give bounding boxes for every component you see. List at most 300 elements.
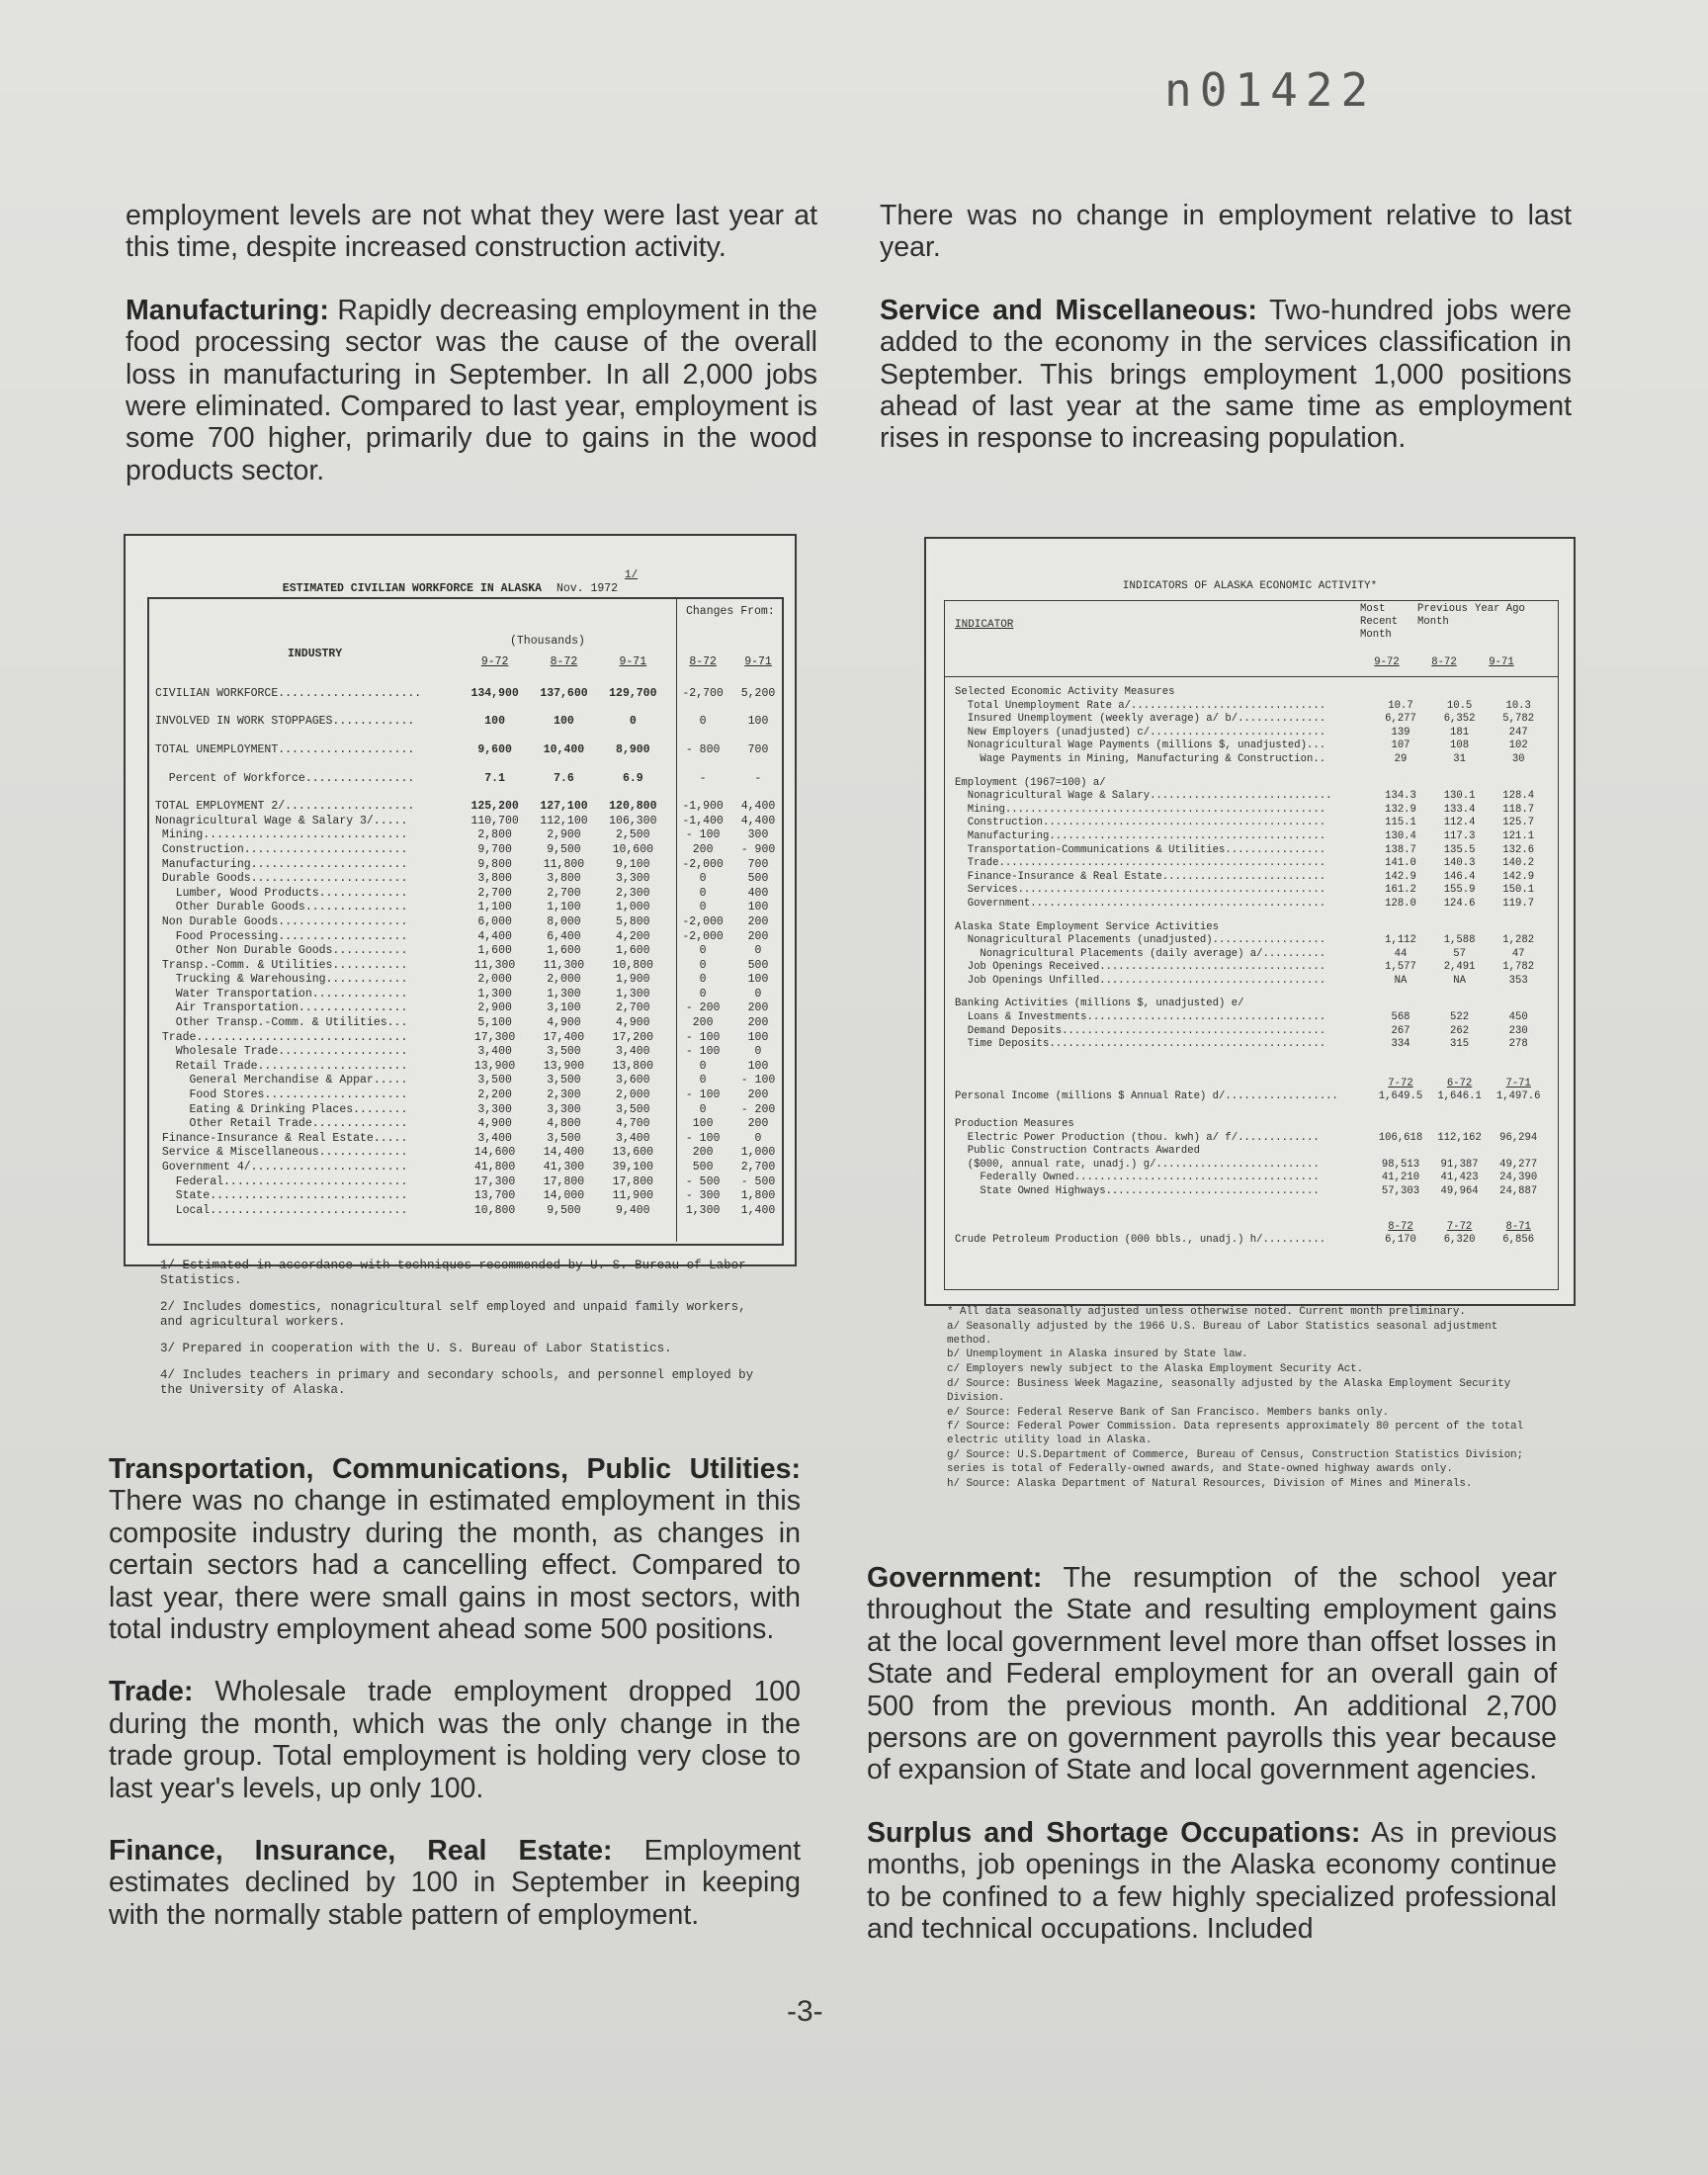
cell-value: 0 [699,715,707,729]
cell-value: 500 [747,958,769,972]
table-row [149,987,778,1001]
paragraph-text: The resumption of the school year throughout the State and resulting employment gains at the local government level more than offset losses in State and Federal employment for an overall gain of 500 from the previous month. An additional 2,700 persons are on government payrolls this year because of expansion of State and local government agencies. [867,1562,1557,1786]
cell-value: 100 [747,1059,769,1073]
cell-value: 13,800 [612,1059,654,1073]
industry-header: INDUSTRY [288,648,343,660]
cell-value: 110,700 [470,814,519,827]
cell-value: 4,900 [547,1016,581,1030]
cell-value: 142.9 [1502,870,1535,883]
table-row [149,958,778,973]
cell-value: 1,100 [477,901,512,914]
cell-value: 0 [754,987,762,1000]
cell-value: 1,900 [616,973,650,987]
cell-value: 3,400 [477,1131,512,1145]
cell-value: 44 [1394,947,1408,960]
cell-value: 0 [754,944,762,958]
spacer [955,1199,1371,1235]
cell-value: 6,400 [547,929,581,943]
cell-value: 155.9 [1443,884,1476,897]
cell-value: - 200 [685,1001,721,1015]
table-row [149,871,778,886]
table-row [955,1011,1548,1025]
cell-value: 9,400 [616,1203,650,1217]
cell-value: 500 [692,1161,714,1174]
table-row [149,785,778,814]
cell-value: 7.6 [554,771,574,785]
table-row [955,948,1548,962]
cell-value: 3,800 [477,872,512,886]
row-label: Job Openings Received.................................... [955,961,1326,974]
cell-value: 9,700 [477,842,512,856]
cell-value: 133.4 [1443,803,1476,816]
cell-value: -1,400 [682,814,724,827]
row-label: Air Transportation................ [155,1001,408,1015]
cell-value: 3,400 [477,1045,512,1059]
cell-value: -2,000 [682,929,724,943]
table-row [955,804,1548,818]
cell-value: 100 [747,715,769,729]
cell-value: 139 [1391,726,1410,739]
cell-value: 0 [699,901,707,914]
table-row [955,1172,1548,1185]
row-label: Nonagricultural Wage & Salary............................. [955,790,1332,803]
cell-value: 10,800 [612,958,654,972]
cell-value: 3,600 [616,1074,650,1088]
cell-value: - [754,771,762,785]
cell-value: 200 [747,914,769,928]
table-row [149,886,778,901]
cell-value: 11,900 [612,1189,654,1203]
row-label: Government............................................... [955,897,1326,910]
row-label: Transportation-Communications & Utilities................ [955,843,1326,856]
cell-value: 1,646.1 [1437,1090,1482,1103]
cell-value: 0 [699,944,707,958]
cell-value: - 800 [685,742,721,756]
column-header: Year Ago [1475,603,1525,615]
cell-value: 450 [1508,1011,1528,1024]
paragraph-heading: Trade: [109,1676,194,1708]
table-row [149,1146,778,1161]
paragraph [880,200,1572,264]
cell-value: 5,200 [740,686,776,700]
cell-value: 130.1 [1443,790,1476,803]
cell-value: 2,900 [477,1001,512,1015]
cell-value: 500 [747,872,769,886]
cell-value: 3,400 [616,1131,650,1145]
cell-value: 267 [1391,1024,1410,1037]
cell-value: 125.7 [1502,817,1535,829]
workforce-table [149,651,778,1218]
cell-value: 200 [747,1088,769,1102]
cell-value: 141.0 [1385,857,1416,870]
table-row [955,844,1548,858]
row-label: Nonagricultural Placements (unadjusted).................. [955,934,1326,947]
section-title-row [955,1104,1548,1132]
table-row [149,1203,778,1218]
cell-value: 2,200 [477,1088,512,1102]
table-row [149,943,778,958]
column-header: 9-71 [744,654,772,668]
column-header: Previous Month [1417,603,1468,628]
paragraph-text: Two-hundred jobs were added to the economy in the services classification in September. This brings employment 1,000 positions ahead of last year at the same time as employment rises in response to increasing population. [880,294,1573,455]
cell-value: - 500 [740,1174,776,1188]
cell-value: 1,112 [1385,934,1416,947]
date-row [955,1199,1548,1235]
cell-value: 3,500 [547,1074,581,1088]
column-header: 8-72 [550,654,578,668]
footnote: d/ Source: Business Week Magazine, seasonally adjusted by the Alaska Employment Security Division. [947,1377,1511,1404]
table-row [149,1001,778,1016]
cell-value: 353 [1508,974,1528,987]
cell-value: 1,300 [547,987,581,1000]
cell-value: 11,300 [543,958,585,972]
cell-value: - 100 [685,1045,721,1059]
cell-value: 230 [1508,1024,1528,1037]
cell-value: 117.3 [1443,829,1476,842]
table-row [955,934,1548,948]
row-label: Trade............................... [155,1030,408,1044]
cell-value: 17,800 [543,1174,585,1188]
cell-value: 10.5 [1446,699,1473,712]
row-label: Non Durable Goods................... [155,914,408,928]
table-row [149,1188,778,1203]
row-label: Government 4/....................... [155,1161,408,1174]
cell-value: 13,900 [543,1059,585,1073]
cell-value: 120,800 [609,800,657,814]
paragraph-text: As in previous months, job openings in the Alaska economy continue to be confined to a few highly specialized professional and technical occupations. Included [867,1816,1557,1946]
row-label: Percent of Workforce................ [155,771,415,785]
cell-value: 41,210 [1381,1172,1420,1184]
cell-value: 10.7 [1388,699,1413,712]
cell-value: 9,600 [477,742,512,756]
cell-value: 0 [699,1074,707,1088]
table-row [149,729,778,757]
right-column-top [880,200,1572,485]
cell-value: 200 [747,1117,769,1131]
row-label: Trade.................................................... [955,857,1326,870]
cell-value: 11,800 [543,857,585,871]
footnote: 4/ Includes teachers in primary and secondary schools, and personnel employed by the University of Alaska. [160,1368,754,1397]
cell-value: 1,649.5 [1378,1090,1423,1103]
cell-value: 47 [1511,947,1525,960]
cell-value: 5,782 [1502,713,1535,726]
cell-value: 7.1 [484,771,505,785]
cell-value: 129,700 [609,686,657,700]
cell-value: 0 [699,958,707,972]
workforce-footnotes [160,1259,773,1410]
column-header: 9-72 [480,654,509,668]
table-row [955,1159,1548,1173]
right-column-bottom [867,1562,1557,1975]
row-label: Time Deposits............................................ [955,1038,1326,1051]
row-label: Wholesale Trade................... [155,1045,408,1059]
row-label: Manufacturing............................................ [955,829,1326,842]
table-row [955,1185,1548,1199]
cell-value: 0 [699,1059,707,1073]
cell-value: - 900 [740,842,776,856]
row-label: Electric Power Production (thou. kwh) a/ f/............. [955,1131,1320,1144]
paragraph [126,295,817,486]
cell-value: 107 [1391,740,1410,752]
cell-value: 700 [747,857,769,871]
cell-value [1430,1145,1490,1159]
column-date: 8-72 [1431,656,1457,668]
cell-value: 41,800 [473,1161,516,1174]
cell-value: 9,500 [547,1203,581,1217]
cell-value: 9,100 [616,857,650,871]
row-label: Construction........................ [155,842,408,856]
cell-value: 1,577 [1385,961,1416,974]
cell-value: 29 [1394,752,1408,765]
table-row [149,857,778,872]
cell-value: 146.4 [1443,870,1476,883]
row-label: Manufacturing....................... [155,857,408,871]
cell-value: 3,400 [616,1045,650,1059]
cell-value: 106,618 [1378,1131,1423,1144]
row-label: Food Processing................... [155,929,408,943]
table-row [955,1145,1548,1159]
row-label: Local............................. [155,1203,408,1217]
column-date: 8-71 [1505,1220,1531,1233]
cell-value: 0 [699,872,707,886]
cell-value: 100 [692,1117,714,1131]
cell-value: 8,000 [547,914,581,928]
table-row [149,1131,778,1146]
table-row [149,1088,778,1102]
row-label: Crude Petroleum Production (000 bbls., unadj.) h/.......... [955,1234,1326,1247]
footnote: f/ Source: Federal Power Commission. Data represents approximately 80 percent of the total electric utility load in Alaska. [947,1421,1524,1447]
cell-value: - 100 [685,1131,721,1145]
cell-value: 142.9 [1385,870,1416,883]
row-label: Other Transp.-Comm. & Utilities... [155,1016,408,1030]
cell-value: 0 [699,987,707,1000]
cell-value: - 500 [685,1174,721,1188]
column-date: 7-71 [1505,1077,1531,1089]
cell-value: 262 [1450,1024,1470,1037]
table-row [955,713,1548,727]
workforce-table-date: Nov. 1972 [555,582,619,595]
cell-value: 10,800 [473,1203,516,1217]
cell-value: 17,800 [612,1174,654,1188]
table-row [149,1015,778,1030]
row-label: Other Non Durable Goods........... [155,944,408,958]
table-row [149,828,778,843]
row-label: Finance-Insurance & Real Estate.......................... [955,870,1326,883]
cell-value: 300 [747,828,769,842]
table-row [955,1090,1548,1104]
cell-value: 2,500 [616,828,650,842]
paragraph-heading: Service and Miscellaneous: [880,294,1257,326]
cell-value: 14,000 [543,1189,585,1203]
row-label: Other Retail Trade.............. [155,1117,408,1131]
section-title-row [955,767,1548,791]
cell-value: 132.9 [1385,803,1416,816]
cell-value: 14,600 [473,1146,516,1160]
paragraph-heading: Finance, Insurance, Real Estate: [109,1835,613,1868]
paragraph [109,1676,801,1804]
cell-value: 57,303 [1381,1185,1420,1197]
cell-value: 108 [1450,740,1470,752]
cell-value: 132.6 [1502,843,1535,856]
paragraph-heading: Government: [867,1562,1043,1594]
indicators-table-title: INDICATORS OF ALASKA ECONOMIC ACTIVITY* [1122,580,1378,592]
cell-value: 200 [747,929,769,943]
footnote: * All data seasonally adjusted unless otherwise noted. Current month preliminary. [947,1306,1466,1318]
cell-value: 10,600 [612,842,654,856]
row-label: Mining.............................. [155,828,408,842]
cell-value: 130.4 [1385,829,1416,842]
cell-value: 6.9 [622,771,643,785]
cell-value: 400 [747,886,769,900]
paragraph-heading: Manufacturing: [126,294,329,326]
cell-value: -1,900 [682,800,724,814]
cell-value: 4,900 [616,1016,650,1030]
cell-value: 127,100 [540,800,588,814]
table-row [955,1234,1548,1248]
cell-value: 31 [1453,752,1466,765]
cell-value: 3,100 [547,1001,581,1015]
row-label: Transp.-Comm. & Utilities........... [155,958,408,972]
row-label: TOTAL UNEMPLOYMENT.................... [155,742,415,756]
column-header: 8-72 [689,654,717,668]
section-title: Banking Activities (millions $, unadjusted) e/ [955,998,1244,1010]
cell-value: 0 [699,1102,707,1116]
table-row [149,914,778,929]
cell-value: 39,100 [612,1161,654,1174]
row-label: Demand Deposits.......................................... [955,1024,1326,1037]
cell-value: 161.2 [1385,884,1416,897]
cell-value: 6,352 [1443,713,1476,726]
cell-value: 1,400 [740,1203,776,1217]
cell-value: 1,000 [740,1146,776,1160]
table-row [955,1132,1548,1146]
cell-value: 3,500 [547,1045,581,1059]
cell-value: 1,800 [740,1189,776,1203]
table-row [149,1116,778,1131]
cell-value: 119.7 [1502,897,1535,910]
row-label: Construction............................................. [955,817,1326,829]
section-title-row [955,682,1548,700]
cell-value: 1,282 [1502,934,1535,947]
cell-value: 0 [699,973,707,987]
cell-value: 98,513 [1381,1158,1420,1171]
paragraph-text: There was no change in employment relative to last year. [880,200,1572,264]
cell-value: 3,300 [547,1102,581,1116]
paragraph [126,200,817,264]
indicators-table [955,682,1548,1248]
cell-value: 2,900 [547,828,581,842]
cell-value: 5,100 [477,1016,512,1030]
column-date: 7-72 [1388,1077,1413,1089]
row-label: Nonagricultural Wage Payments (millions $, unadjusted)... [955,740,1326,752]
row-label: Other Durable Goods............... [155,901,408,914]
row-label: INVOLVED IN WORK STOPPAGES............ [155,715,415,729]
cell-value: 118.7 [1502,803,1535,816]
cell-value: NA [1453,974,1466,987]
cell-value: 1,300 [616,987,650,1000]
row-label: Retail Trade...................... [155,1059,408,1073]
cell-value: 135.5 [1443,843,1476,856]
cell-value: 568 [1391,1011,1410,1024]
cell-value: 5,800 [616,914,650,928]
row-label: New Employers (unadjusted) c/............................ [955,726,1326,739]
section-title-row [955,912,1548,935]
row-label: General Merchandise & Appar..... [155,1074,408,1088]
cell-value: 13,700 [473,1189,516,1203]
row-label: Public Construction Contracts Awarded [955,1145,1200,1158]
table-row [149,842,778,857]
header-spacer [149,651,461,672]
footnote: 2/ Includes domestics, nonagricultural self employed and unpaid family workers, and agricultural workers. [160,1300,746,1329]
row-label: State............................. [155,1189,408,1203]
cell-value [1489,1145,1548,1159]
cell-value: 121.1 [1502,829,1535,842]
paragraph [109,1453,801,1645]
cell-value [1371,1145,1430,1159]
footnote: h/ Source: Alaska Department of Natural Resources, Division of Mines and Minerals. [947,1477,1473,1490]
column-date: 8-72 [1388,1220,1413,1233]
cell-value: 1,600 [477,944,512,958]
indicators-footnotes [947,1306,1530,1492]
cell-value: 2,700 [477,886,512,900]
cell-value: 49,964 [1440,1185,1479,1197]
table-row [149,901,778,915]
row-label: Food Stores..................... [155,1088,408,1102]
document-id-stamp: n01422 [1164,63,1377,117]
cell-value: 3,800 [547,872,581,886]
column-date: 6-72 [1446,1077,1473,1089]
table-row [955,753,1548,767]
cell-value: - 100 [740,1074,776,1088]
cell-value: 1,300 [685,1203,721,1217]
row-label: Water Transportation.............. [155,987,408,1000]
cell-value: 6,856 [1502,1234,1535,1247]
table-row [149,1044,778,1059]
cell-value: 522 [1450,1011,1470,1024]
table-row [955,871,1548,885]
table-row [955,975,1548,989]
paragraph [880,295,1572,455]
table-row [955,700,1548,714]
cell-value: 3,500 [477,1074,512,1088]
cell-value: 138.7 [1385,843,1416,856]
section-title: Employment (1967=100) a/ [955,776,1106,789]
workforce-table-title-line [126,569,795,595]
cell-value: 9,500 [547,842,581,856]
cell-value: - 100 [685,1030,721,1044]
paragraph-text: employment levels are not what they were last year at this time, despite increased construction activity. [126,200,817,264]
table-row [955,1038,1548,1052]
cell-value: 2,000 [477,973,512,987]
row-label: Finance-Insurance & Real Estate..... [155,1131,408,1145]
cell-value: 200 [692,1146,714,1160]
footnote: e/ Source: Federal Reserve Bank of San Francisco. Members banks only. [947,1406,1390,1419]
cell-value: 1,300 [477,987,512,1000]
cell-value: 2,800 [477,828,512,842]
table-row [149,672,778,701]
cell-value: 2,700 [616,1001,650,1015]
workforce-table-box [124,534,797,1266]
cell-value: 128.0 [1385,897,1416,910]
cell-value: 2,700 [547,886,581,900]
table-row [149,814,778,828]
cell-value: 2,300 [547,1088,581,1102]
cell-value: - 100 [685,1088,721,1102]
cell-value: -2,000 [682,857,724,871]
cell-value: 6,000 [477,914,512,928]
cell-value: 2,700 [740,1161,776,1174]
cell-value: 0 [699,886,707,900]
